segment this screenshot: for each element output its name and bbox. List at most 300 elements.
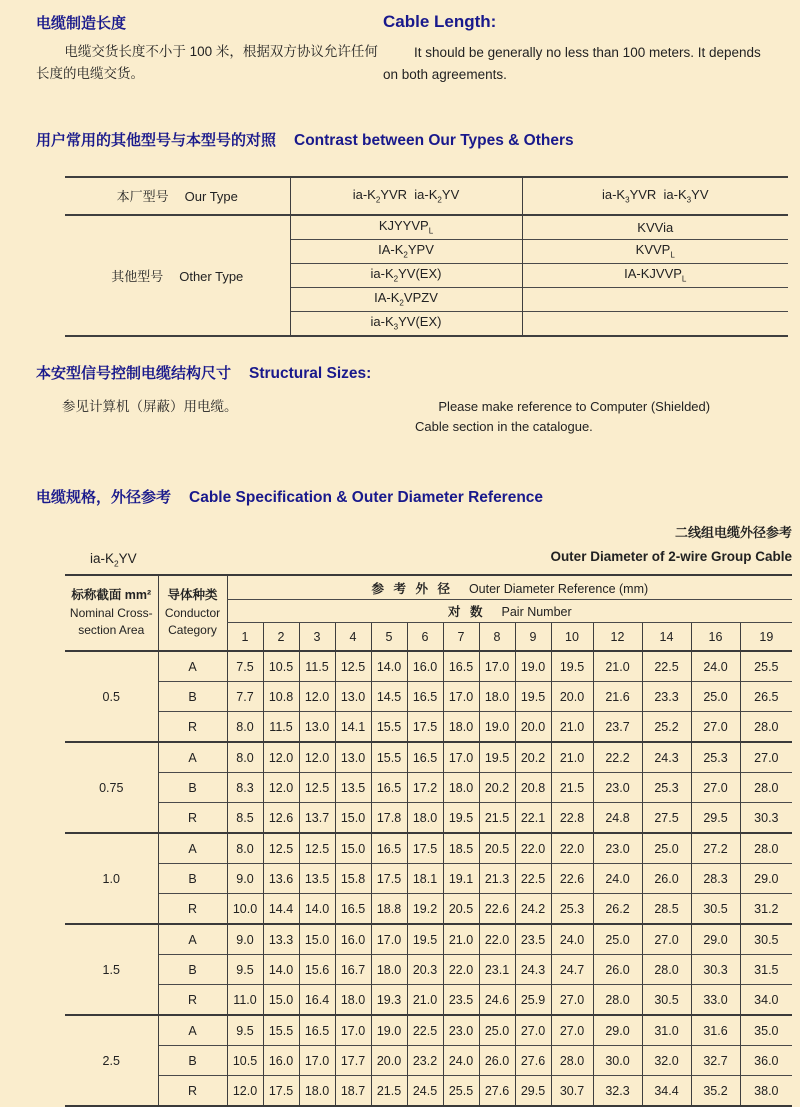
diameter-value-cell: 15.5 [371, 742, 407, 773]
diameter-value-cell: 14.1 [335, 712, 371, 743]
other-type-cell [522, 287, 788, 311]
cross-section-header-en1: Nominal Cross- [69, 605, 153, 620]
diameter-value-cell: 30.5 [691, 894, 740, 925]
structural-body [0, 395, 800, 437]
diameter-value-cell: 28.0 [642, 955, 691, 985]
diameter-value-cell: 24.6 [479, 985, 515, 1016]
diameter-value-cell: 13.5 [335, 773, 371, 803]
diameter-value-cell: 15.6 [299, 955, 335, 985]
diameter-value-cell: 21.5 [551, 773, 593, 803]
diameter-value-cell: 19.2 [407, 894, 443, 925]
diameter-value-cell: 25.0 [593, 924, 642, 955]
diameter-value-cell: 12.5 [263, 833, 299, 864]
diameter-value-cell: 19.1 [443, 864, 479, 894]
diameter-value-cell: 17.7 [335, 1046, 371, 1076]
diameter-value-cell: 20.2 [479, 773, 515, 803]
diameter-value-cell: 9.0 [227, 864, 263, 894]
diameter-value-cell: 30.3 [691, 955, 740, 985]
diameter-value-cell: 20.0 [515, 712, 551, 743]
diameter-value-cell: 7.5 [227, 651, 263, 682]
diameter-value-cell: 13.7 [299, 803, 335, 834]
outer-diameter-header-en: Outer Diameter Reference (mm) [468, 581, 649, 596]
structural-title-en: Structural Sizes: [249, 364, 372, 382]
diameter-value-cell: 15.0 [335, 803, 371, 834]
diameter-value-cell: 17.5 [371, 864, 407, 894]
pair-number-cell: 10 [551, 623, 593, 652]
diameter-value-cell: 20.8 [515, 773, 551, 803]
diameter-value-cell: 32.3 [593, 1076, 642, 1107]
conductor-category-cell: R [158, 712, 227, 743]
conductor-category-cell: A [158, 924, 227, 955]
diameter-value-cell: 8.0 [227, 712, 263, 743]
diameter-value-cell: 8.0 [227, 742, 263, 773]
diameter-value-cell: 35.2 [691, 1076, 740, 1107]
diameter-value-cell: 21.0 [551, 712, 593, 743]
diameter-value-cell: 18.0 [479, 682, 515, 712]
spec-title-zh: 电缆规格，外径参考 [36, 489, 172, 506]
spec-section-title [0, 481, 800, 509]
diameter-value-cell: 25.3 [551, 894, 593, 925]
conductor-category-cell: R [158, 1076, 227, 1107]
diameter-value-cell: 13.0 [299, 712, 335, 743]
diameter-value-cell: 28.0 [551, 1046, 593, 1076]
diameter-value-cell: 22.5 [407, 1015, 443, 1046]
diameter-value-cell: 18.7 [335, 1076, 371, 1107]
our-type-label-zh: 本厂型号 [116, 189, 169, 205]
diameter-value-cell: 10.8 [263, 682, 299, 712]
pair-number-cell: 16 [691, 623, 740, 652]
diameter-value-cell: 28.0 [740, 773, 792, 803]
diameter-value-cell: 21.0 [593, 651, 642, 682]
pair-number-header-zh: 对 数 [448, 605, 486, 619]
diameter-value-cell: 23.1 [479, 955, 515, 985]
diameter-value-cell: 18.8 [371, 894, 407, 925]
diameter-value-cell: 24.0 [691, 651, 740, 682]
diameter-value-cell: 25.2 [642, 712, 691, 743]
diameter-value-cell: 16.4 [299, 985, 335, 1016]
conductor-category-cell: B [158, 864, 227, 894]
conductor-category-cell: A [158, 1015, 227, 1046]
diameter-value-cell: 28.0 [740, 833, 792, 864]
spec-data-row [65, 833, 792, 864]
diameter-value-cell: 26.0 [642, 864, 691, 894]
spec-data-row [65, 955, 792, 985]
diameter-value-cell: 17.8 [371, 803, 407, 834]
cable-length-title-zh: 电缆制造长度 [36, 15, 127, 32]
diameter-value-cell: 26.2 [593, 894, 642, 925]
diameter-value-cell: 8.3 [227, 773, 263, 803]
diameter-value-cell: 23.5 [443, 985, 479, 1016]
diameter-value-cell: 21.0 [551, 742, 593, 773]
diameter-value-cell: 20.0 [371, 1046, 407, 1076]
diameter-value-cell: 27.0 [740, 742, 792, 773]
structural-body-en: Please make reference to Computer (Shielded) Cable section in the catalogue. [415, 398, 711, 434]
diameter-value-cell: 24.0 [593, 864, 642, 894]
diameter-value-cell: 33.0 [691, 985, 740, 1016]
conductor-category-cell: B [158, 955, 227, 985]
diameter-value-cell: 29.5 [691, 803, 740, 834]
diameter-value-cell: 15.5 [263, 1015, 299, 1046]
diameter-value-cell: 11.0 [227, 985, 263, 1016]
diameter-value-cell: 25.3 [691, 742, 740, 773]
diameter-value-cell: 31.5 [740, 955, 792, 985]
diameter-value-cell: 16.5 [371, 773, 407, 803]
diameter-value-cell: 22.6 [479, 894, 515, 925]
diameter-value-cell: 17.5 [407, 833, 443, 864]
structural-body-zh: 参见计算机（屏蔽）用电缆。 [62, 398, 238, 414]
diameter-value-cell: 12.5 [299, 833, 335, 864]
diameter-value-cell: 20.0 [551, 682, 593, 712]
diameter-value-cell: 24.0 [443, 1046, 479, 1076]
diameter-value-cell: 18.1 [407, 864, 443, 894]
diameter-value-cell: 25.9 [515, 985, 551, 1016]
diameter-value-cell: 31.0 [642, 1015, 691, 1046]
diameter-value-cell: 19.5 [551, 651, 593, 682]
spec-data-row [65, 712, 792, 743]
diameter-value-cell: 16.5 [335, 894, 371, 925]
other-type-cell: $IA-K_2VPZV$ [290, 287, 522, 311]
diameter-value-cell: 12.0 [299, 682, 335, 712]
diameter-value-cell: 16.5 [299, 1015, 335, 1046]
diameter-value-cell: 11.5 [263, 712, 299, 743]
diameter-value-cell: 22.0 [551, 833, 593, 864]
contrast-table-row [65, 215, 788, 240]
spec-data-row [65, 985, 792, 1016]
diameter-value-cell: 26.5 [740, 682, 792, 712]
diameter-value-cell: 24.7 [551, 955, 593, 985]
cross-section-header-zh: 标称截面 mm² [71, 588, 152, 603]
other-type-label-cell [65, 215, 290, 336]
diameter-value-cell: 27.0 [551, 1015, 593, 1046]
diameter-value-cell: 19.5 [407, 924, 443, 955]
diameter-value-cell: 21.3 [479, 864, 515, 894]
diameter-value-cell: 11.5 [299, 651, 335, 682]
cable-length-body-zh: 电缆交货长度不小于 100 米，根据双方协议允许任何长度的电缆交货。 [36, 44, 378, 81]
diameter-value-cell: 18.0 [299, 1076, 335, 1107]
diameter-value-cell: 13.5 [299, 864, 335, 894]
diameter-value-cell: 22.0 [515, 833, 551, 864]
spec-data-row [65, 1046, 792, 1076]
contrast-section-title [0, 124, 800, 152]
other-type-cell: KVVia [522, 215, 788, 240]
other-type-cell: $IA-KJVVP_L$ [522, 263, 788, 287]
diameter-value-cell: 24.8 [593, 803, 642, 834]
diameter-value-cell: 20.5 [443, 894, 479, 925]
diameter-value-cell: 30.0 [593, 1046, 642, 1076]
diameter-value-cell: 35.0 [740, 1015, 792, 1046]
conductor-category-cell: R [158, 985, 227, 1016]
pair-number-cell: 9 [515, 623, 551, 652]
diameter-value-cell: 19.0 [371, 1015, 407, 1046]
pair-number-cell: 2 [263, 623, 299, 652]
diameter-value-cell: 18.0 [371, 955, 407, 985]
diameter-value-cell: 10.5 [263, 651, 299, 682]
diameter-value-cell: 8.5 [227, 803, 263, 834]
diameter-value-cell: 18.0 [335, 985, 371, 1016]
diameter-value-cell: 27.2 [691, 833, 740, 864]
diameter-value-cell: 23.0 [443, 1015, 479, 1046]
diameter-value-cell: 25.3 [642, 773, 691, 803]
pair-number-cell: 6 [407, 623, 443, 652]
spec-data-row [65, 1015, 792, 1046]
diameter-value-cell: 16.5 [371, 833, 407, 864]
diameter-value-cell: 22.0 [479, 924, 515, 955]
diameter-value-cell: 17.0 [371, 924, 407, 955]
spec-data-row [65, 651, 792, 682]
conductor-header-zh: 导体种类 [167, 588, 218, 603]
pair-number-cell: 1 [227, 623, 263, 652]
spec-table-body [65, 651, 792, 1106]
diameter-value-cell: 8.0 [227, 833, 263, 864]
diameter-value-cell: 23.5 [515, 924, 551, 955]
diameter-value-cell: 31.6 [691, 1015, 740, 1046]
diameter-value-cell: 19.3 [371, 985, 407, 1016]
diameter-value-cell: 19.5 [443, 803, 479, 834]
pair-number-cell: 12 [593, 623, 642, 652]
diameter-value-cell: 16.0 [335, 924, 371, 955]
other-type-label-zh: 其他型号 [111, 268, 164, 284]
diameter-value-cell: 27.6 [479, 1076, 515, 1107]
conductor-header-cell [158, 575, 227, 651]
diameter-value-cell: 21.5 [371, 1076, 407, 1107]
diameter-value-cell: 30.7 [551, 1076, 593, 1107]
diameter-value-cell: 21.6 [593, 682, 642, 712]
diameter-value-cell: 23.2 [407, 1046, 443, 1076]
conductor-category-cell: A [158, 742, 227, 773]
diameter-value-cell: 23.3 [642, 682, 691, 712]
pair-number-cell: 5 [371, 623, 407, 652]
outer-diameter-header-cell [227, 575, 792, 600]
diameter-value-cell: 15.0 [299, 924, 335, 955]
conductor-header-en2: Category [168, 622, 217, 637]
cable-length-body-en: It should be generally no less than 100 meters. It depends on both agreements. [383, 45, 761, 82]
diameter-value-cell: 16.5 [443, 651, 479, 682]
diameter-value-cell: 14.0 [371, 651, 407, 682]
diameter-value-cell: 17.5 [263, 1076, 299, 1107]
diameter-value-cell: 9.0 [227, 924, 263, 955]
diameter-value-cell: 29.5 [515, 1076, 551, 1107]
pair-number-header-cell [227, 600, 792, 623]
spec-data-row [65, 1076, 792, 1107]
conductor-category-cell: B [158, 773, 227, 803]
cross-section-value-cell: 2.5 [65, 1015, 158, 1106]
diameter-value-cell: 16.5 [407, 682, 443, 712]
structural-title-zh: 本安型信号控制电缆结构尺寸 [36, 364, 232, 382]
diameter-value-cell: 18.0 [443, 773, 479, 803]
diameter-value-cell: 21.5 [479, 803, 515, 834]
diameter-value-cell: 17.2 [407, 773, 443, 803]
outer-diameter-header-zh: 参 考 外 径 [371, 581, 453, 596]
diameter-value-cell: 27.0 [691, 773, 740, 803]
diameter-value-cell: 17.0 [443, 742, 479, 773]
diameter-value-cell: 18.0 [443, 712, 479, 743]
diameter-value-cell: 20.5 [479, 833, 515, 864]
diameter-value-cell: 32.7 [691, 1046, 740, 1076]
diameter-value-cell: 30.3 [740, 803, 792, 834]
pair-number-cell: 3 [299, 623, 335, 652]
diameter-value-cell: 27.0 [551, 985, 593, 1016]
diameter-value-cell: 29.0 [593, 1015, 642, 1046]
diameter-value-cell: 12.0 [263, 773, 299, 803]
diameter-value-cell: 27.0 [691, 712, 740, 743]
diameter-value-cell: 17.0 [335, 1015, 371, 1046]
cross-section-value-cell: 1.0 [65, 833, 158, 924]
diameter-value-cell: 13.3 [263, 924, 299, 955]
diameter-value-cell: 34.4 [642, 1076, 691, 1107]
diameter-value-cell: 17.0 [443, 682, 479, 712]
contrast-table [65, 176, 788, 337]
diameter-value-cell: 14.5 [371, 682, 407, 712]
spec-title-en: Cable Specification & Outer Diameter Reference [189, 489, 544, 506]
diameter-value-cell: 15.5 [371, 712, 407, 743]
diameter-value-cell: 19.5 [515, 682, 551, 712]
conductor-header-en1: Conductor [164, 605, 221, 620]
diameter-value-cell: 24.3 [515, 955, 551, 985]
diameter-value-cell: 20.2 [515, 742, 551, 773]
section-cable-length [0, 12, 800, 86]
diameter-value-cell: 38.0 [740, 1076, 792, 1107]
diameter-value-cell: 32.0 [642, 1046, 691, 1076]
cross-section-value-cell: 0.5 [65, 651, 158, 742]
pair-number-cell: 8 [479, 623, 515, 652]
other-type-cell: $KVVP_L$ [522, 239, 788, 263]
diameter-value-cell: 27.6 [515, 1046, 551, 1076]
diameter-value-cell: 27.0 [642, 924, 691, 955]
cable-length-zh-column [0, 12, 378, 86]
pair-number-cell: 19 [740, 623, 792, 652]
structural-section-title [0, 357, 800, 385]
diameter-value-cell: 26.0 [593, 955, 642, 985]
diameter-value-cell: 13.6 [263, 864, 299, 894]
pair-number-cell: 7 [443, 623, 479, 652]
diameter-value-cell: 29.0 [740, 864, 792, 894]
spec-note-zh: 二线组电缆外径参考 [674, 525, 792, 540]
diameter-value-cell: 20.3 [407, 955, 443, 985]
diameter-value-cell: 14.4 [263, 894, 299, 925]
spec-table [65, 574, 792, 1107]
cross-section-header-en2: section Area [78, 622, 145, 637]
diameter-value-cell: 26.0 [479, 1046, 515, 1076]
cross-section-header-cell [65, 575, 158, 651]
spec-header-row-1 [65, 575, 792, 600]
diameter-value-cell: 15.0 [335, 833, 371, 864]
diameter-value-cell: 21.0 [407, 985, 443, 1016]
diameter-value-cell: 19.5 [479, 742, 515, 773]
diameter-value-cell: 30.5 [642, 985, 691, 1016]
diameter-value-cell: 12.5 [335, 651, 371, 682]
conductor-category-cell: A [158, 651, 227, 682]
diameter-value-cell: 25.0 [479, 1015, 515, 1046]
spec-data-row [65, 864, 792, 894]
diameter-value-cell: 14.0 [299, 894, 335, 925]
diameter-value-cell: 36.0 [740, 1046, 792, 1076]
spec-data-row [65, 894, 792, 925]
diameter-value-cell: 14.0 [263, 955, 299, 985]
diameter-value-cell: 10.0 [227, 894, 263, 925]
diameter-value-cell: 16.0 [263, 1046, 299, 1076]
diameter-value-cell: 22.6 [551, 864, 593, 894]
cable-length-title-en: Cable Length: [383, 12, 497, 31]
spec-data-row [65, 924, 792, 955]
diameter-value-cell: 24.3 [642, 742, 691, 773]
other-type-label-en: Other Type [179, 268, 244, 284]
diameter-value-cell: 24.5 [407, 1076, 443, 1107]
diameter-value-cell: 10.5 [227, 1046, 263, 1076]
diameter-value-cell: 12.0 [263, 742, 299, 773]
diameter-value-cell: 19.0 [515, 651, 551, 682]
diameter-value-cell: 28.0 [740, 712, 792, 743]
diameter-value-cell: 17.5 [407, 712, 443, 743]
diameter-value-cell: 15.8 [335, 864, 371, 894]
contrast-title-zh: 用户常用的其他型号与本型号的对照 [36, 131, 277, 149]
conductor-category-cell: R [158, 803, 227, 834]
diameter-value-cell: 34.0 [740, 985, 792, 1016]
diameter-value-cell: 28.5 [642, 894, 691, 925]
diameter-value-cell: 22.5 [642, 651, 691, 682]
diameter-value-cell: 18.5 [443, 833, 479, 864]
diameter-value-cell: 18.0 [407, 803, 443, 834]
diameter-value-cell: 30.5 [740, 924, 792, 955]
diameter-value-cell: 25.5 [740, 651, 792, 682]
spec-data-row [65, 742, 792, 773]
diameter-value-cell: 24.2 [515, 894, 551, 925]
diameter-value-cell: 15.0 [263, 985, 299, 1016]
spec-data-row [65, 803, 792, 834]
cross-section-value-cell: 1.5 [65, 924, 158, 1015]
diameter-value-cell: 7.7 [227, 682, 263, 712]
diameter-value-cell: 22.2 [593, 742, 642, 773]
other-type-cell: $KJYYVP_L$ [290, 215, 522, 240]
diameter-value-cell: 19.0 [479, 712, 515, 743]
diameter-value-cell: 9.5 [227, 1015, 263, 1046]
diameter-value-cell: 17.0 [299, 1046, 335, 1076]
diameter-value-cell: 28.0 [593, 985, 642, 1016]
our-type-k3-cell: $ia-K_3YVR$ $ia-K_3YV$ [522, 177, 788, 215]
diameter-value-cell: 12.0 [227, 1076, 263, 1107]
diameter-value-cell: 16.0 [407, 651, 443, 682]
diameter-value-cell: 23.7 [593, 712, 642, 743]
diameter-value-cell: 28.3 [691, 864, 740, 894]
diameter-value-cell: 29.0 [691, 924, 740, 955]
diameter-value-cell: 22.1 [515, 803, 551, 834]
spec-type-label: $ia-K_2YV$ [90, 551, 137, 569]
pair-number-cell: 14 [642, 623, 691, 652]
other-type-cell: $IA-K_2YPV$ [290, 239, 522, 263]
diameter-value-cell: 31.2 [740, 894, 792, 925]
conductor-category-cell: A [158, 833, 227, 864]
pair-number-cell: 4 [335, 623, 371, 652]
spec-data-row [65, 773, 792, 803]
diameter-value-cell: 23.0 [593, 773, 642, 803]
diameter-value-cell: 12.0 [299, 742, 335, 773]
diameter-value-cell: 16.5 [407, 742, 443, 773]
spec-note-en: Outer Diameter of 2-wire Group Cable [550, 549, 792, 564]
diameter-value-cell: 12.6 [263, 803, 299, 834]
spec-meta-row [65, 521, 792, 569]
diameter-value-cell: 21.0 [443, 924, 479, 955]
diameter-value-cell: 22.0 [443, 955, 479, 985]
diameter-value-cell: 25.0 [642, 833, 691, 864]
other-type-cell: $ia-K_3YV(EX)$ [290, 311, 522, 336]
contrast-title-en: Contrast between Our Types & Others [294, 131, 574, 149]
other-type-cell [522, 311, 788, 336]
our-type-label-cell [65, 177, 290, 215]
diameter-value-cell: 23.0 [593, 833, 642, 864]
diameter-value-cell: 25.5 [443, 1076, 479, 1107]
diameter-value-cell: 16.7 [335, 955, 371, 985]
diameter-value-cell: 24.0 [551, 924, 593, 955]
conductor-category-cell: R [158, 894, 227, 925]
